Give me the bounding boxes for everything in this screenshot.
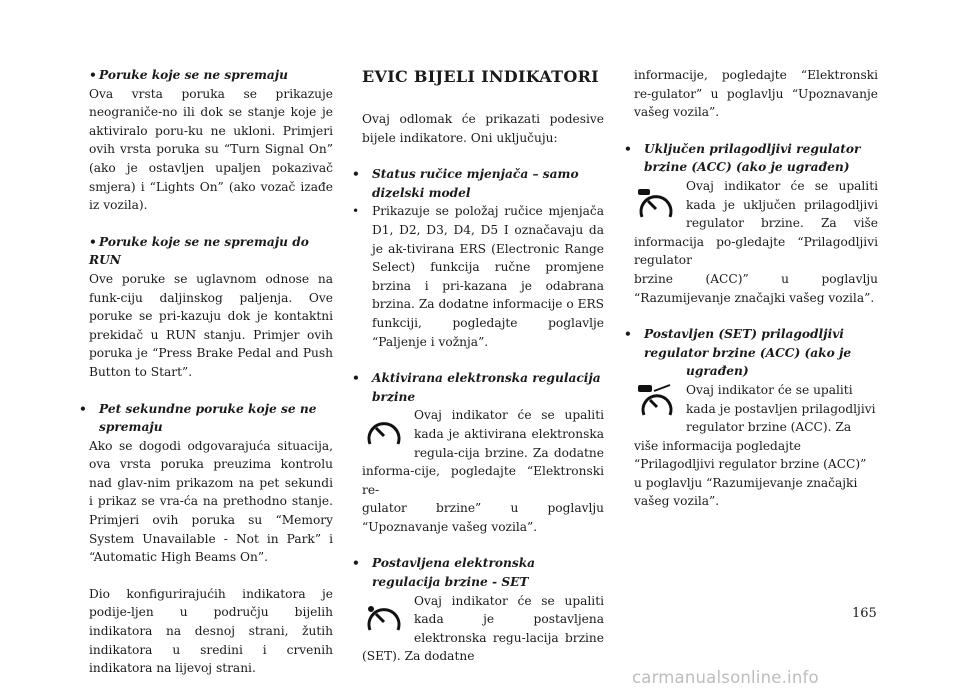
page-number: 165 — [852, 606, 877, 621]
column-middle — [352, 66, 604, 666]
paragraph-cruise-active-cont: gulator brzine” u poglavlju “Upoznavanje vašeg vozila”. — [362, 501, 604, 534]
heading-unsaved-messages: • Poruke koje se ne spremaju — [89, 68, 289, 82]
cruise-set-block: Ovaj indikator će se upaliti kada je postavljena elektronska regu-lacija brzine (SET). Za dodatne — [362, 593, 604, 664]
acc-on-block: Ovaj indikator će se upaliti kada je uključen prilagodljivi regulator brzine. Za više informacija po-gledajte “Prilagodljivi regulator — [634, 178, 878, 268]
heading-acc-set-cont: ugrađen) — [686, 364, 749, 379]
paragraph-acc-set-cont: više informacija pogledajte “Prilagodljivi regulator brzine (ACC)” u poglavlju “Razumijevanje značajki vašeg vozila”. — [634, 438, 867, 509]
acc-set-icon — [634, 381, 686, 427]
watermark: carmanualsonline.info — [632, 668, 819, 687]
heading-gear-status: • Status ručice mjenjača – samo dizelski model — [352, 167, 579, 200]
column-right — [624, 66, 878, 529]
heading-cruise-set: • Postavljena elektronska regulacija brzine - SET — [352, 556, 536, 590]
heading-acc-on: • Uključen prilagodljivi regulator brzine (ACC) (ako je ugrađen) — [624, 141, 861, 175]
cruise-active-block: Ovaj indikator će se upaliti kada je aktivirana elektronska regula-cija brzine. Za dodatne informa-cije, pogledajte “Elektronski re- — [362, 408, 604, 497]
paragraph-five-second-messages: Ako se dogodi odgovarajuća situacija, ova vrsta poruka preuzima kontrolu nad glav-nim prikazom na pet sekundi i prikaz se vra-ća na prethodno stanje. Primjeri ovih poruka su “Memory System Unavailable - Not in Park” i “Automatic High Beams On”. — [89, 438, 333, 565]
heading-cruise-active: • Aktivirana elektronska regulacija brzine — [352, 371, 601, 404]
intro-paragraph: Ovaj odlomak će prikazati podesive bijele indikatore. Oni uključuju: — [362, 112, 604, 145]
paragraph-indicator-areas: Dio konfigurirajućih indikatora je podije-ljen u području bijelih indikatora na desnoj strani, žutih indikatora u sredini i crvenih indikatora na lijevoj strani. — [89, 586, 333, 676]
cruise-control-icon — [362, 406, 414, 460]
heading-unsaved-until-run: • Poruke koje se ne spremaju do RUN — [89, 234, 309, 268]
acc-set-block: Ovaj indikator će se upaliti kada je postavljen prilagodljivi regulator brzine (ACC). Za — [634, 381, 878, 437]
paragraph-unsaved-messages: Ova vrsta poruka se prikazuje neograniče-no ili dok se stanje koje je aktiviralo poru-ku ne ukloni. Primjeri ovih vrsta poruka su “Turn Signal On” (ako je ostavljen upaljen pokazivač smjera) i “Lights On” (ako vozač izađe iz vozila). — [89, 86, 333, 213]
section-title: EVIC BIJELI INDIKATORI — [362, 67, 599, 86]
column-left — [79, 66, 333, 696]
paragraph-cruise-set-cont: informacije, pogledajte “Elektronski re-gulator” u poglavlju “Upoznavanje vašeg vozila”. — [634, 68, 878, 120]
paragraph-unsaved-until-run: Ove poruke se uglavnom odnose na funk-ciju daljinskog paljenja. Ove poruke se pri-kazuju dok je kontaktni prekidač u RUN stanju. Primjer ovih poruka je “Press Brake Pedal and Push Button to Start”. — [89, 271, 333, 379]
cruise-set-icon — [362, 592, 414, 646]
heading-acc-set: • Postavljen (SET) prilagodljivi regulator brzine (ACC) (ako je — [624, 327, 852, 360]
heading-five-second-messages: • Pet sekundne poruke koje se ne spremaju — [79, 401, 317, 435]
bullet-gear-status: • Prikazuje se položaj ručice mjenjača D1, D2, D3, D4, D5 I označavaju da je ak-tivirana ERS (Electronic Range Select) funkcija ručne promjene brzina i pri-kazana je odabrana brzina. Za dodatne informacije o ERS funkciji, pogledajte poglavlje “Paljenje i vožnja”. — [352, 204, 604, 349]
acc-icon — [634, 177, 686, 231]
paragraph-acc-on-cont: brzine (ACC)” u poglavlju “Razumijevanje značajki vašeg vozila”. — [634, 271, 878, 305]
